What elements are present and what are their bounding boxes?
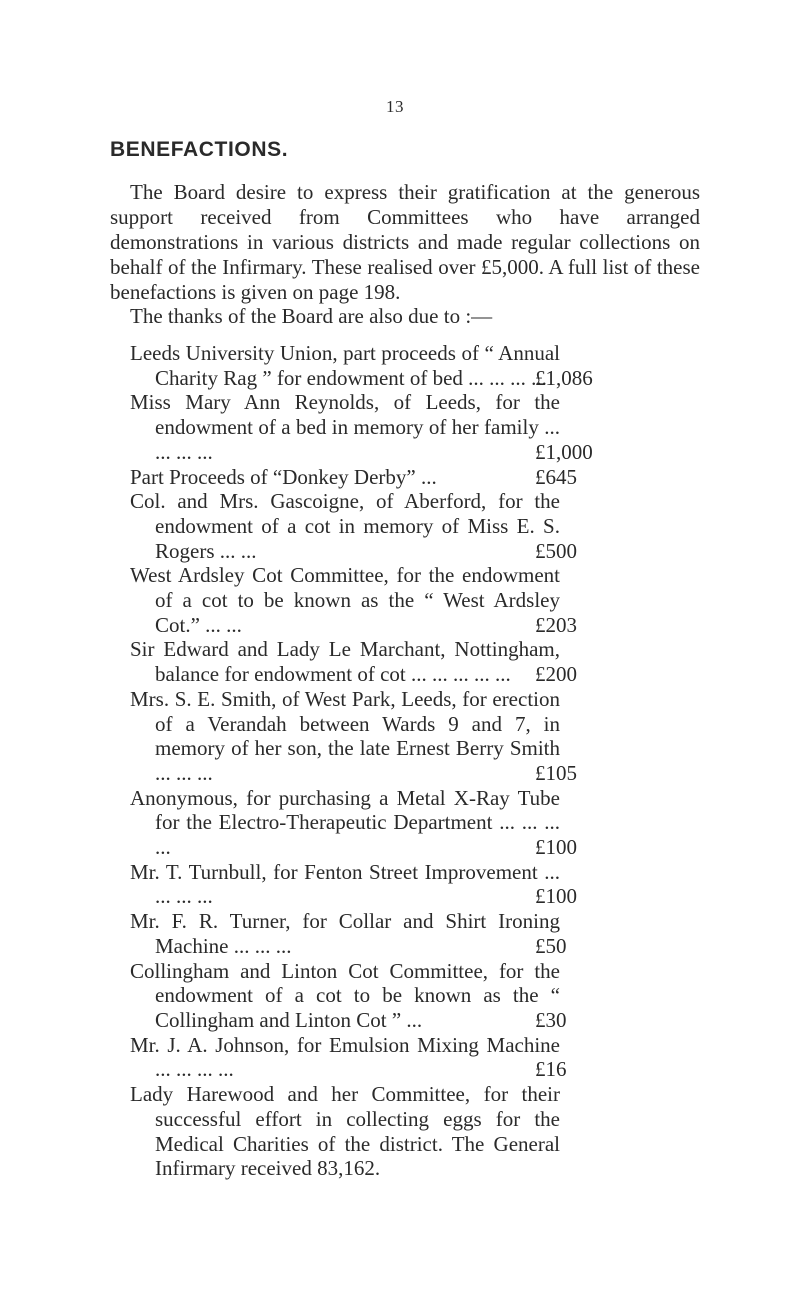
benefaction-amount: £100 bbox=[535, 884, 577, 909]
benefaction-description: West Ardsley Cot Committee, for the endowment of a cot to be known as the “ West Ardsley Cot.” ... ... bbox=[130, 563, 560, 637]
benefactions-list bbox=[130, 341, 650, 1181]
benefaction-description: Sir Edward and Lady Le Marchant, Nottingham, balance for endowment of cot ... ... ... ... ... bbox=[130, 637, 560, 687]
benefaction-entry bbox=[130, 909, 650, 958]
benefaction-description: Anonymous, for purchasing a Metal X-Ray Tube for the Electro-Therapeutic Department ... ... ... ... bbox=[130, 785, 560, 860]
benefaction-description: Lady Harewood and her Committee, for their successful effort in collecting eggs for the Medical Charities of the district. The General Infirmary received 83,162. bbox=[130, 1082, 560, 1181]
page-number: 13 bbox=[386, 97, 404, 116]
benefaction-description: Col. and Mrs. Gascoigne, of Aberford, for the endowment of a cot in memory of Miss E. S. Rogers ... ... bbox=[130, 489, 560, 563]
benefaction-amount: £105 bbox=[535, 760, 577, 785]
benefaction-amount: £50 bbox=[535, 933, 567, 958]
thanks-line: The thanks of the Board are also due to :— bbox=[130, 304, 493, 328]
section-heading: BENEFACTIONS. bbox=[110, 138, 289, 161]
intro-paragraph: The Board desire to express their gratification at the generous support received from Committees who have arranged demonstrations in various districts and made regular collections on behalf of the Infirmary. These realised over £5,000. A full list of these benefactions is given on page 198. bbox=[110, 180, 700, 304]
benefaction-entry bbox=[130, 637, 650, 686]
benefaction-entry bbox=[130, 786, 650, 860]
benefaction-amount: £500 bbox=[535, 538, 577, 563]
benefaction-amount: £645 bbox=[535, 464, 577, 489]
benefaction-entry bbox=[130, 341, 650, 390]
benefaction-amount: £1,000 bbox=[535, 439, 593, 464]
benefaction-description: Collingham and Linton Cot Committee, for the endowment of a cot to be known as the “ Collingham and Linton Cot ” ... bbox=[130, 958, 560, 1032]
benefaction-description: Mr. F. R. Turner, for Collar and Shirt Ironing Machine ... ... ... bbox=[130, 909, 560, 958]
benefaction-entry bbox=[130, 489, 650, 563]
benefaction-description: Part Proceeds of “Donkey Derby” ... bbox=[130, 464, 437, 489]
benefaction-description: Mr. J. A. Johnson, for Emulsion Mixing Machine ... ... ... ... bbox=[130, 1032, 560, 1082]
benefaction-description: Miss Mary Ann Reynolds, of Leeds, for the endowment of a bed in memory of her family ... ... ... ... bbox=[130, 390, 560, 464]
benefaction-entry bbox=[130, 959, 650, 1033]
benefaction-amount: £16 bbox=[535, 1057, 567, 1082]
benefaction-description: Mr. T. Turnbull, for Fenton Street Improvement ... ... ... ... bbox=[130, 859, 560, 909]
benefaction-entry bbox=[130, 860, 650, 909]
benefaction-entry bbox=[130, 687, 650, 786]
benefaction-entry bbox=[130, 465, 650, 490]
benefaction-amount: £1,086 bbox=[535, 365, 593, 390]
benefaction-entry bbox=[130, 1082, 650, 1181]
benefaction-amount: £203 bbox=[535, 612, 577, 637]
benefaction-description: Leeds University Union, part proceeds of “ Annual Charity Rag ” for endowment of bed ... ... ... ... bbox=[130, 341, 560, 390]
benefaction-amount: £100 bbox=[535, 835, 577, 860]
benefaction-entry bbox=[130, 390, 650, 464]
benefaction-amount: £200 bbox=[535, 662, 577, 687]
benefaction-entry bbox=[130, 563, 650, 637]
benefaction-amount: £30 bbox=[535, 1007, 567, 1032]
benefaction-entry bbox=[130, 1033, 650, 1082]
benefaction-description: Mrs. S. E. Smith, of West Park, Leeds, for erection of a Verandah between Wards 9 and 7, in memory of her son, the late Ernest Berry Smith ... ... ... bbox=[130, 686, 560, 785]
